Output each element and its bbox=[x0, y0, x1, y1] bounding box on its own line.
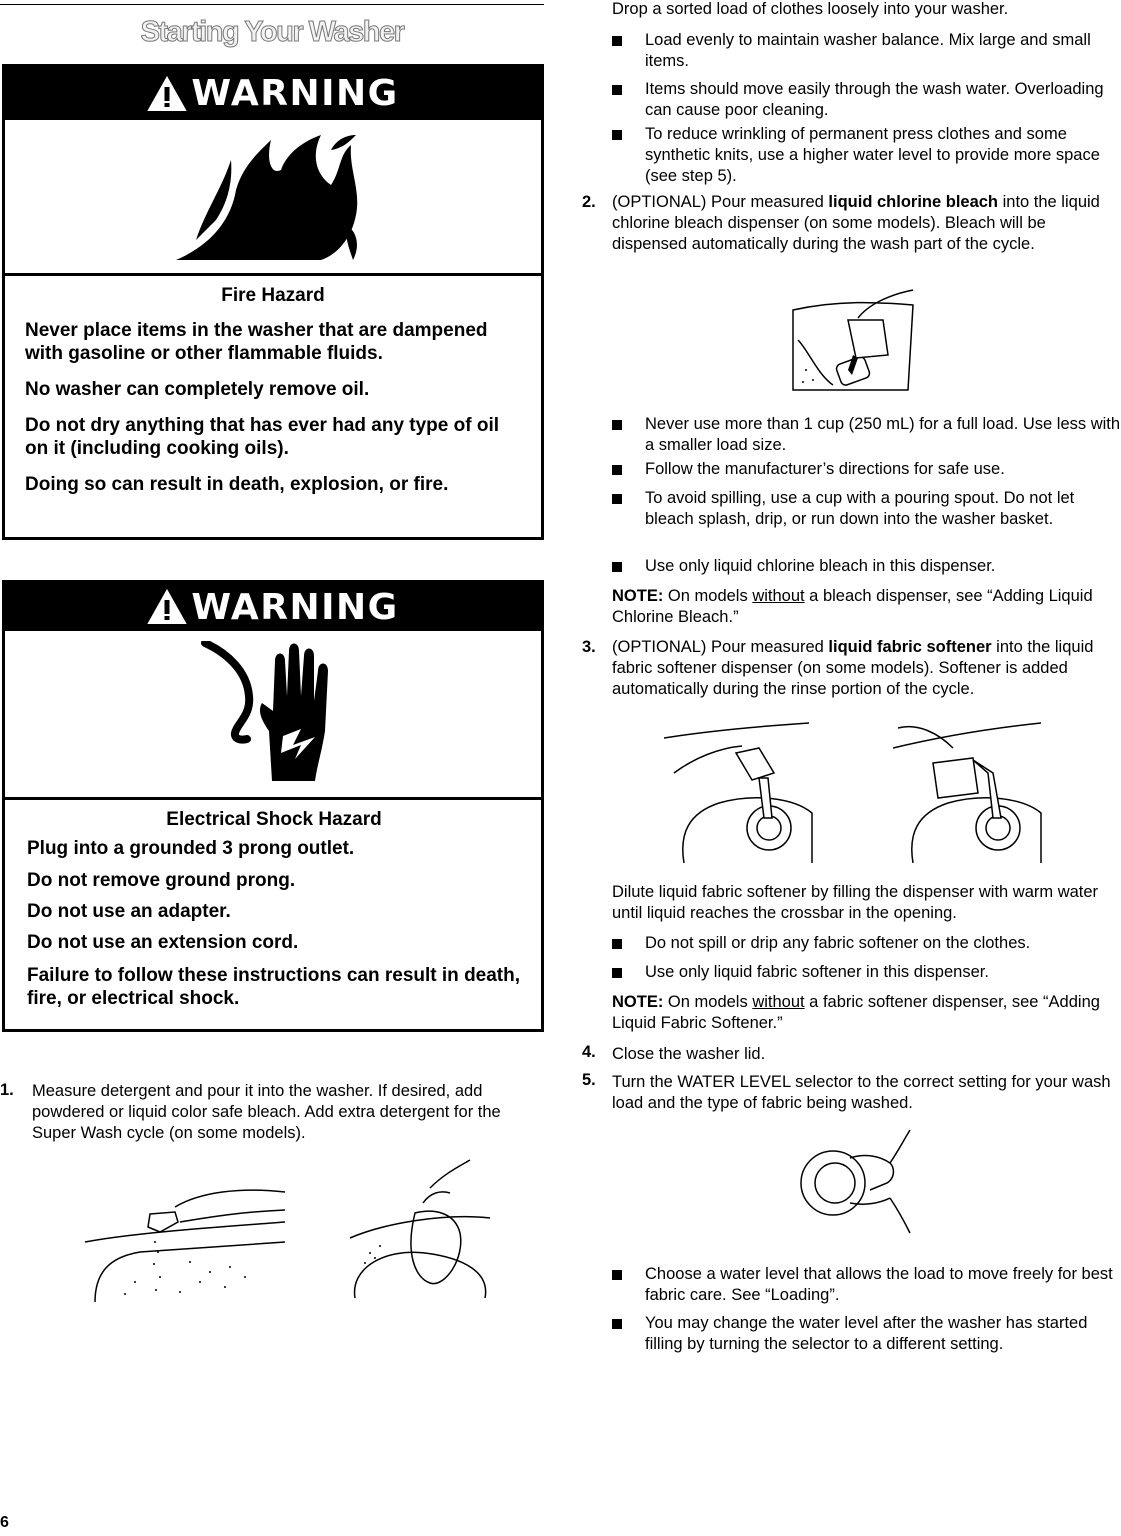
note-softener bbox=[612, 992, 1121, 1034]
note-text-part: On models bbox=[663, 993, 753, 1011]
page-number: 6 bbox=[0, 1514, 9, 1531]
warning-line: Failure to follow these instructions can result in death, fire, or electrical shock. bbox=[27, 965, 521, 1009]
warning-header bbox=[5, 583, 541, 631]
bullet-icon bbox=[612, 420, 622, 430]
bullet-icon bbox=[612, 130, 622, 140]
warning-line: Do not remove ground prong. bbox=[27, 870, 296, 891]
electric-shock-hand-icon bbox=[197, 641, 357, 791]
step-number: 3. bbox=[582, 638, 596, 656]
dilute-text: Dilute liquid fabric softener by filling the dispenser with warm water until liquid reaches the crossbar in the opening. bbox=[612, 883, 1099, 922]
bullet-icon bbox=[612, 1319, 622, 1329]
hazard-title: Electrical Shock Hazard bbox=[166, 809, 382, 830]
load-bullet: Items should move easily through the wash water. Overloading can cause poor cleaning. bbox=[645, 80, 1104, 119]
water-level-knob-illustration bbox=[795, 1128, 915, 1238]
fire-warning-box bbox=[2, 64, 544, 540]
level-bullet: Choose a water level that allows the load to move freely for best fabric care. See “Loading”. bbox=[645, 1265, 1113, 1304]
note-text-part: a fabric softener dispenser, see “Adding Liquid Fabric Softener.” bbox=[612, 993, 1100, 1032]
bleach-bullet: Use only liquid chlorine bleach in this dispenser. bbox=[645, 557, 996, 575]
note-text-part: a bleach dispenser, see “Adding Liquid Chlorine Bleach.” bbox=[612, 587, 1093, 626]
bleach-bullet: To avoid spilling, use a cup with a pouring spout. Do not let bleach splash, drip, or run down into the washer basket. bbox=[645, 489, 1075, 528]
step-number: 5. bbox=[582, 1071, 596, 1089]
shock-warning-text bbox=[5, 808, 541, 1010]
step-text: Measure detergent and pour it into the washer. If desired, add powdered or liquid color safe bleach. Add extra detergent for the Super Wash cycle (on some models). bbox=[32, 1082, 501, 1142]
step-text bbox=[612, 192, 1121, 255]
bullet-icon bbox=[612, 939, 622, 949]
note-underlined: without bbox=[752, 993, 805, 1011]
note-text-part: On models bbox=[663, 587, 753, 605]
fire-icon bbox=[171, 130, 371, 270]
step-text-part: into the liquid fabric softener dispenser (on some models). Softener is added automatically during the rinse portion of the cycle. bbox=[612, 638, 1094, 698]
note-bleach bbox=[612, 586, 1121, 628]
softener-bullet: Do not spill or drip any fabric softener on the clothes. bbox=[645, 934, 1031, 952]
warning-header bbox=[5, 67, 541, 120]
warning-line: Do not use an adapter. bbox=[27, 901, 231, 922]
step-text-bold: liquid chlorine bleach bbox=[828, 193, 999, 211]
load-bullet: Load evenly to maintain washer balance. Mix large and small items. bbox=[645, 31, 1091, 70]
page-title: Starting Your Washer bbox=[140, 16, 404, 48]
warning-label: WARNING bbox=[191, 586, 399, 628]
bullet-icon bbox=[612, 968, 622, 978]
step-number: 4. bbox=[582, 1043, 596, 1061]
step-text-part: (OPTIONAL) Pour measured bbox=[612, 193, 829, 211]
step-text bbox=[612, 637, 1121, 700]
hazard-title: Fire Hazard bbox=[221, 285, 325, 306]
intro-text: Drop a sorted load of clothes loosely into your washer. bbox=[612, 0, 1009, 18]
bullet-icon bbox=[612, 1270, 622, 1280]
bullet-icon bbox=[612, 494, 622, 504]
warning-line: Doing so can result in death, explosion, or fire. bbox=[25, 474, 449, 495]
clothes-loading-illustration bbox=[345, 1158, 495, 1308]
bullet-icon bbox=[612, 465, 622, 475]
warning-line: No washer can completely remove oil. bbox=[25, 379, 370, 400]
step-text-part: (OPTIONAL) Pour measured bbox=[612, 638, 829, 656]
warning-triangle-icon bbox=[147, 589, 187, 625]
step-number: 1. bbox=[0, 1081, 14, 1099]
softener-bullet: Use only liquid fabric softener in this dispenser. bbox=[645, 963, 989, 981]
warning-line: Do not use an extension cord. bbox=[27, 932, 299, 953]
warning-label: WARNING bbox=[191, 73, 399, 114]
note-underlined: without bbox=[752, 587, 805, 605]
shock-warning-box bbox=[2, 580, 544, 1032]
shock-icon-panel bbox=[5, 631, 541, 800]
fire-icon-panel bbox=[5, 120, 541, 276]
bullet-icon bbox=[612, 85, 622, 95]
warning-line: Plug into a grounded 3 prong outlet. bbox=[27, 838, 355, 859]
warning-line: Do not dry anything that has ever had any type of oil on it (including cooking oils). bbox=[25, 415, 500, 459]
step-number: 2. bbox=[582, 193, 596, 211]
bullet-icon bbox=[612, 36, 622, 46]
bleach-dispenser-illustration bbox=[788, 280, 918, 400]
note-label: NOTE: bbox=[612, 587, 664, 605]
step-text-bold: liquid fabric softener bbox=[828, 638, 992, 656]
step-text: Turn the WATER LEVEL selector to the correct setting for your wash load and the type of fabric being washed. bbox=[612, 1073, 1111, 1112]
warning-triangle-icon bbox=[147, 76, 187, 112]
step-text-part: into the liquid chlorine bleach dispenser (on some models). Bleach will be dispensed automatically during the wash part of the cycle. bbox=[612, 193, 1100, 253]
bleach-bullet: Never use more than 1 cup (250 mL) for a full load. Use less with a smaller load size. bbox=[645, 415, 1121, 454]
warning-line: Never place items in the washer that are dampened with gasoline or other flammable fluids. bbox=[25, 320, 488, 364]
note-label: NOTE: bbox=[612, 993, 664, 1011]
softener-bottle-illustration bbox=[664, 718, 814, 863]
fire-warning-text bbox=[5, 284, 541, 496]
top-rule bbox=[0, 4, 544, 5]
load-bullet: To reduce wrinkling of permanent press clothes and some synthetic knits, use a higher water level to provide more space (see step 5). bbox=[645, 125, 1100, 185]
detergent-pouring-illustration bbox=[80, 1182, 300, 1302]
bullet-icon bbox=[612, 562, 622, 572]
step-text: Close the washer lid. bbox=[612, 1045, 766, 1063]
bleach-bullet: Follow the manufacturer’s directions for safe use. bbox=[645, 460, 1005, 478]
level-bullet: You may change the water level after the washer has started filling by turning the selector to a different setting. bbox=[645, 1314, 1088, 1353]
softener-cup-illustration bbox=[893, 718, 1043, 863]
